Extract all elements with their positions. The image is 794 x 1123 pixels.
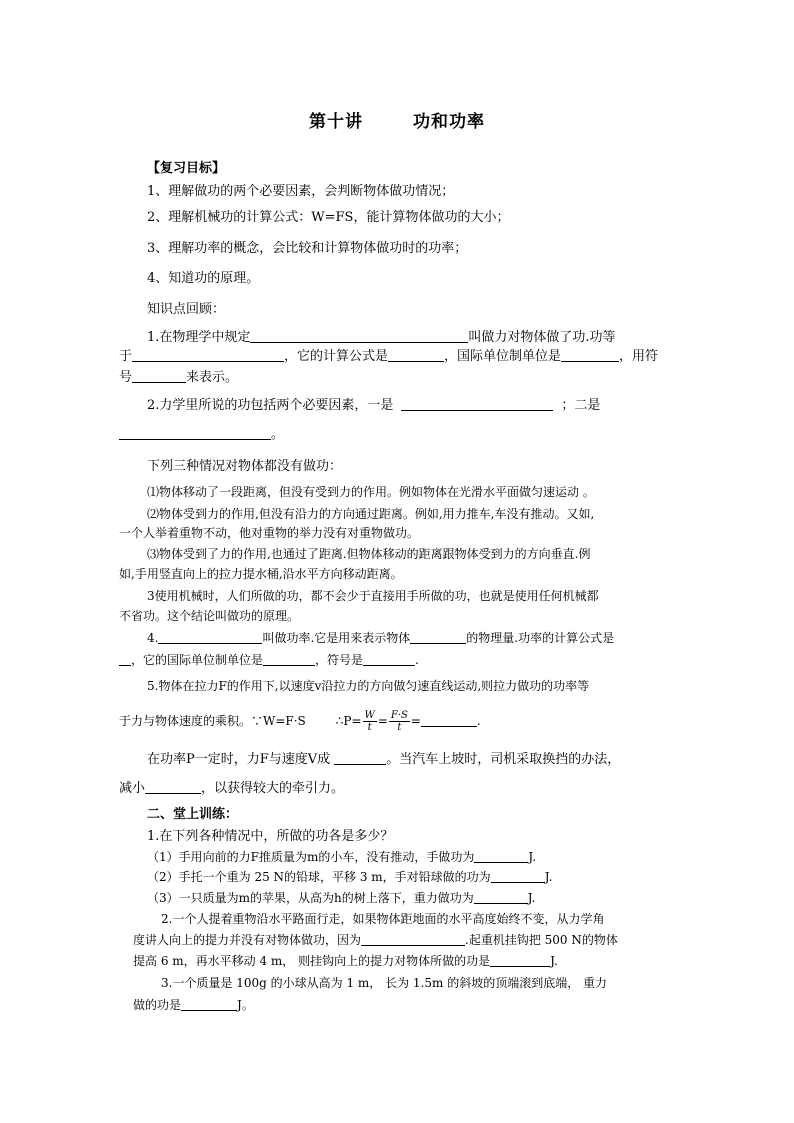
blank[interactable] — [132, 347, 284, 362]
blank[interactable] — [561, 347, 619, 362]
p1-s3 — [147, 889, 535, 907]
q3-line2: 不省功。这个结论叫做功的原理。 — [119, 609, 300, 623]
no-work-case2b: 一个人举着重物不动，他对重物的举力没有对重物做功。 — [119, 526, 420, 540]
blank[interactable] — [474, 889, 528, 904]
p2-text: 提高 6 m，再水平移动 4 m， 则挂钩向上的提力对物体所做的功是 — [133, 954, 491, 968]
blank[interactable] — [250, 328, 468, 343]
q4-line1 — [147, 629, 614, 647]
p3-line1: 3.一个质量是 100g 的小球从高为 1 m， 长为 1.5m 的斜坡的顶端滚到底端， 重力 — [161, 976, 608, 990]
p1-s1 — [147, 848, 536, 866]
review-goals-heading: 【复习目标】 — [147, 161, 226, 176]
knowledge-review-heading: 知识点回顾： — [147, 302, 226, 317]
p1-text: （2）手托一个重为 25 N的铅球，平移 3 m，手对铅球做的功为 — [147, 870, 491, 884]
q5-text: 于力与物体速度的乘积。∵W=F·S — [119, 714, 306, 728]
frac-num: F·S — [390, 710, 408, 721]
p1-unit: J. — [528, 850, 537, 864]
p2-text: 度讲人向上的提力并没有对物体做功，因为 — [133, 933, 362, 947]
q4-line2 — [119, 651, 419, 669]
p1-unit: J. — [527, 891, 536, 905]
title-part1: 第十讲 — [309, 112, 363, 132]
q5-eq: = — [410, 714, 421, 728]
p1-unit: J. — [544, 870, 553, 884]
no-work-case3b: 如,手用竖直向上的拉力提水桶,沿水平方向移动距离。 — [119, 567, 403, 581]
q1-line1 — [147, 328, 616, 347]
q2-line2 — [119, 425, 284, 444]
blank[interactable] — [181, 996, 237, 1011]
q2-text: 2.力学里所说的功包括两个必要因素，一是 — [147, 398, 394, 413]
q6-line2 — [119, 779, 344, 798]
q1-text: 1.在物理学中规定 — [147, 330, 251, 345]
q5-line1: 5.物体在拉力F的作用下,以速度v沿拉力的方向做匀速直线运动,则拉力做功的功率等 — [147, 679, 590, 693]
q5-text: ∴P= — [335, 714, 362, 728]
q5-eq: = — [377, 714, 388, 728]
q6-text: 在功率P一定时，力F与速度V成 — [147, 752, 331, 767]
blank[interactable] — [474, 848, 528, 863]
blank[interactable] — [491, 868, 545, 883]
p1-s2 — [147, 868, 552, 886]
frac-num: W — [364, 710, 375, 721]
q1-text: ，它的计算公式是 — [284, 349, 389, 364]
q1-text: 来表示。 — [186, 370, 239, 385]
review-goal-item: 3、理解功率的概念，会比较和计算物体做功时的功率； — [147, 241, 468, 256]
p3-text: J。 — [237, 998, 254, 1012]
fraction-w-over-t — [363, 710, 377, 733]
blank[interactable] — [363, 651, 415, 666]
blank[interactable] — [421, 712, 477, 727]
q6-text: 。当汽车上坡时，司机采取换挡的办法， — [386, 752, 621, 767]
page-title — [0, 107, 794, 132]
blank[interactable] — [132, 368, 186, 383]
no-work-case2a: ⑵物体受到力的作用,但没有沿力的方向通过距离。例如,用力推车,车没有推动。又如, — [147, 507, 595, 521]
q6-text: 减小 — [119, 781, 146, 796]
q6-line1 — [147, 750, 620, 769]
no-work-case1: ⑴物体移动了一段距离，但没有受到力的作用。例如物体在光滑水平面做匀速运动 。 — [147, 485, 595, 499]
p2-line2 — [133, 931, 618, 949]
no-work-case3a: ⑶物体受到了力的作用,也通过了距离.但物体移动的距离跟物体受到力的方向垂直.例 — [147, 547, 591, 561]
p1-text: （1）手用向前的力F推质量为m的小车，没有推动，手做功为 — [147, 850, 475, 864]
q2-text: 。 — [271, 427, 285, 442]
q1-line2 — [119, 347, 658, 366]
p2-line3 — [133, 952, 558, 970]
q5-line2 — [119, 710, 481, 733]
q4-text: ，符号是 — [315, 653, 364, 667]
no-work-intro: 下列三种情况对物体都没有做功： — [147, 459, 343, 474]
review-goal-item: 2、理解机械功的计算公式：W=FS，能计算物体做功的大小； — [147, 210, 510, 225]
blank[interactable] — [490, 952, 550, 967]
blank[interactable] — [263, 651, 315, 666]
p3-line2 — [133, 996, 254, 1014]
q1-text: ，国际单位制单位是 — [444, 349, 562, 364]
title-part2: 功和功率 — [413, 112, 485, 132]
q1-line3 — [119, 368, 238, 387]
frac-den: t — [367, 722, 372, 733]
q3-line1: 3使用机械时，人们所做的功，都不会少于直接用手所做的功，也就是使用任何机械都 — [147, 589, 599, 603]
q4-text: 的物理量.功率的计算公式是 — [466, 631, 615, 645]
blank[interactable] — [361, 931, 465, 946]
q2-text: ；二是 — [561, 398, 601, 413]
p2-text: J. — [550, 954, 558, 968]
blank[interactable] — [119, 425, 271, 440]
review-goal-item: 4、知道功的原理。 — [147, 271, 260, 286]
q1-text: 号 — [119, 370, 133, 385]
q2-line1 — [147, 396, 600, 415]
q4-text: ，它的国际单位制单位是 — [131, 653, 264, 667]
q1-text: ，用符 — [619, 349, 659, 364]
q1-text: 于 — [119, 349, 133, 364]
blank[interactable] — [401, 396, 553, 411]
p3-text: 做的功是 — [133, 998, 182, 1012]
class-practice-heading: 二、堂上训练： — [147, 807, 239, 822]
p2-text: .起重机挂钩把 500 N的物体 — [465, 933, 618, 947]
blank[interactable] — [158, 629, 262, 644]
fraction-fs-over-t — [389, 710, 410, 733]
blank[interactable] — [410, 629, 466, 644]
review-goal-item: 1、理解做功的两个必要因素，会判断物体做功情况； — [147, 184, 455, 199]
frac-den: t — [397, 722, 402, 733]
q1-text: 叫做力对物体做了功.功等 — [468, 330, 616, 345]
blank[interactable] — [388, 347, 444, 362]
p1-intro: 1.在下列各种情况中，所做的功各是多少？ — [147, 829, 394, 844]
blank[interactable] — [145, 779, 201, 794]
q4-text: 4. — [147, 631, 159, 645]
p2-line1: 2.一个人提着重物沿水平路面行走，如果物体距地面的水平高度始终不变，从力学角 — [161, 912, 605, 926]
blank[interactable] — [334, 750, 386, 765]
q5-text: . — [476, 714, 481, 728]
q4-text: 叫做功率.它是用来表示物体 — [262, 631, 411, 645]
q6-text: ，以获得较大的牵引力。 — [201, 781, 345, 796]
p1-text: （3）一只质量为m的苹果，从高为h的树上落下，重力做功为 — [147, 891, 474, 905]
q4-text: . — [415, 653, 419, 667]
blank[interactable] — [119, 651, 131, 666]
